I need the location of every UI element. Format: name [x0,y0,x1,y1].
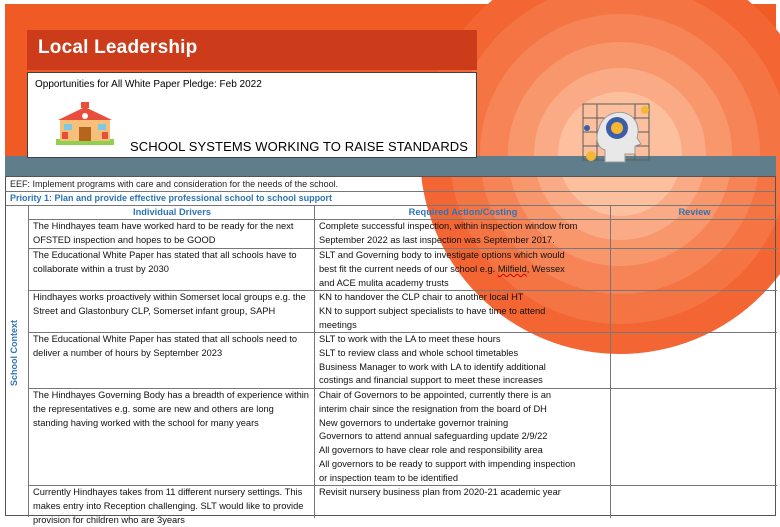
action-line: SLT to review class and whole school timetables [319,347,519,358]
action-line: All governors to have clear role and responsibility area [319,445,543,456]
action-line: Chair of Governors to be appointed, currently there is an [319,390,552,400]
table-row [29,291,777,333]
table-header-row [29,206,777,220]
header-banner [5,4,776,176]
action-cell [315,333,611,388]
action-cell [315,220,611,248]
school-building-icon [52,101,118,147]
eef-note: EEF: Implement programs with care and consideration for the needs of the school. [6,177,775,192]
review-cell [611,249,777,290]
pledge-text: Opportunities for All White Paper Pledge: Feb 2022 [35,79,262,90]
driver-cell: Currently Hindhayes takes from 11 different nursery settings. This makes entry into Reception challenging. SLT would like to provide provision for children who are 3years [29,486,315,518]
review-cell [611,220,777,248]
table-rows [29,206,777,525]
action-line: interim chair since the resignation from the board of DH [319,403,547,414]
action-line: September 2022 as last inspection was September 2017. [319,234,555,245]
action-line: KN to handover the CLP chair to another local HT [319,292,524,302]
action-text: , Wessex [526,263,565,274]
table-row [29,486,777,525]
action-cell [315,389,611,485]
table-row [29,249,777,291]
pledge-box [27,72,477,158]
action-line [319,263,607,277]
action-line: Revisit nursery business plan from 2020-21 academic year [319,487,561,497]
driver-cell: The Educational White Paper has stated that all schools need to deliver a number of hours by September 2023 [29,333,315,388]
priority-heading: Priority 1: Plan and provide effective professional school to school support [6,192,775,206]
page-title: Local Leadership [27,30,477,70]
table-row [29,333,777,389]
action-line: New governors to undertake governor training [319,417,509,428]
action-line: and ACE mulita academy trusts [319,277,449,288]
action-line: KN to support subject specialists to have time to attend [319,305,546,316]
action-line: All governors to be ready to support with impending inspection [319,458,576,469]
section-subtitle: SCHOOL SYSTEMS WORKING TO RAISE STANDARDS [130,139,469,154]
action-line: SLT and Governing body to investigate options which would [319,250,565,260]
side-column [6,206,29,517]
table-row [29,389,777,486]
action-cell [315,249,611,290]
action-line: SLT to work with the LA to meet these hours [319,334,501,344]
driver-cell: The Hindhayes Governing Body has a breadth of experience within the representatives e.g. some are new and others are long standing having worked with the school for many years [29,389,315,485]
header-review: Review [678,207,711,217]
driver-cell: The Hindhayes team have worked hard to be ready for the next OFSTED inspection and hopes to be GOOD [29,220,315,248]
action-plan-table [5,176,776,525]
table-row [29,220,777,249]
header-required-action: Required Action/Costing [315,206,611,219]
action-cell [315,486,611,518]
header-individual-drivers: Individual Drivers [29,206,315,219]
review-cell [611,389,777,485]
review-cell [611,291,777,332]
school-context-label: School Context [9,320,19,387]
action-line: Governors to attend annual safeguarding update 2/9/22 [319,431,548,442]
action-text: best fit the current needs of our school e.g. [319,263,498,274]
action-cell [315,291,611,332]
spellcheck-word: Milfield [497,263,527,274]
review-cell [611,486,777,518]
brain-gears-icon [575,98,657,168]
review-cell [611,333,777,388]
action-line: Business Manager to work with LA to identify additional [319,361,546,372]
banner-bottom-band [5,156,776,176]
driver-cell: The Educational White Paper has stated that all schools have to collaborate within a trust by 2030 [29,249,315,290]
action-line: meetings [319,319,357,330]
table-grid [6,206,777,525]
action-line: costings and financial support to meet these increases [319,375,543,386]
driver-cell: Hindhayes works proactively within Somerset local groups e.g. the Street and Glastonbury CLP, Somerset infant group, SAPH [29,291,315,332]
action-line: or inspection team to be identified [319,472,459,483]
action-line: Complete successful inspection, within inspection window from [319,221,578,231]
